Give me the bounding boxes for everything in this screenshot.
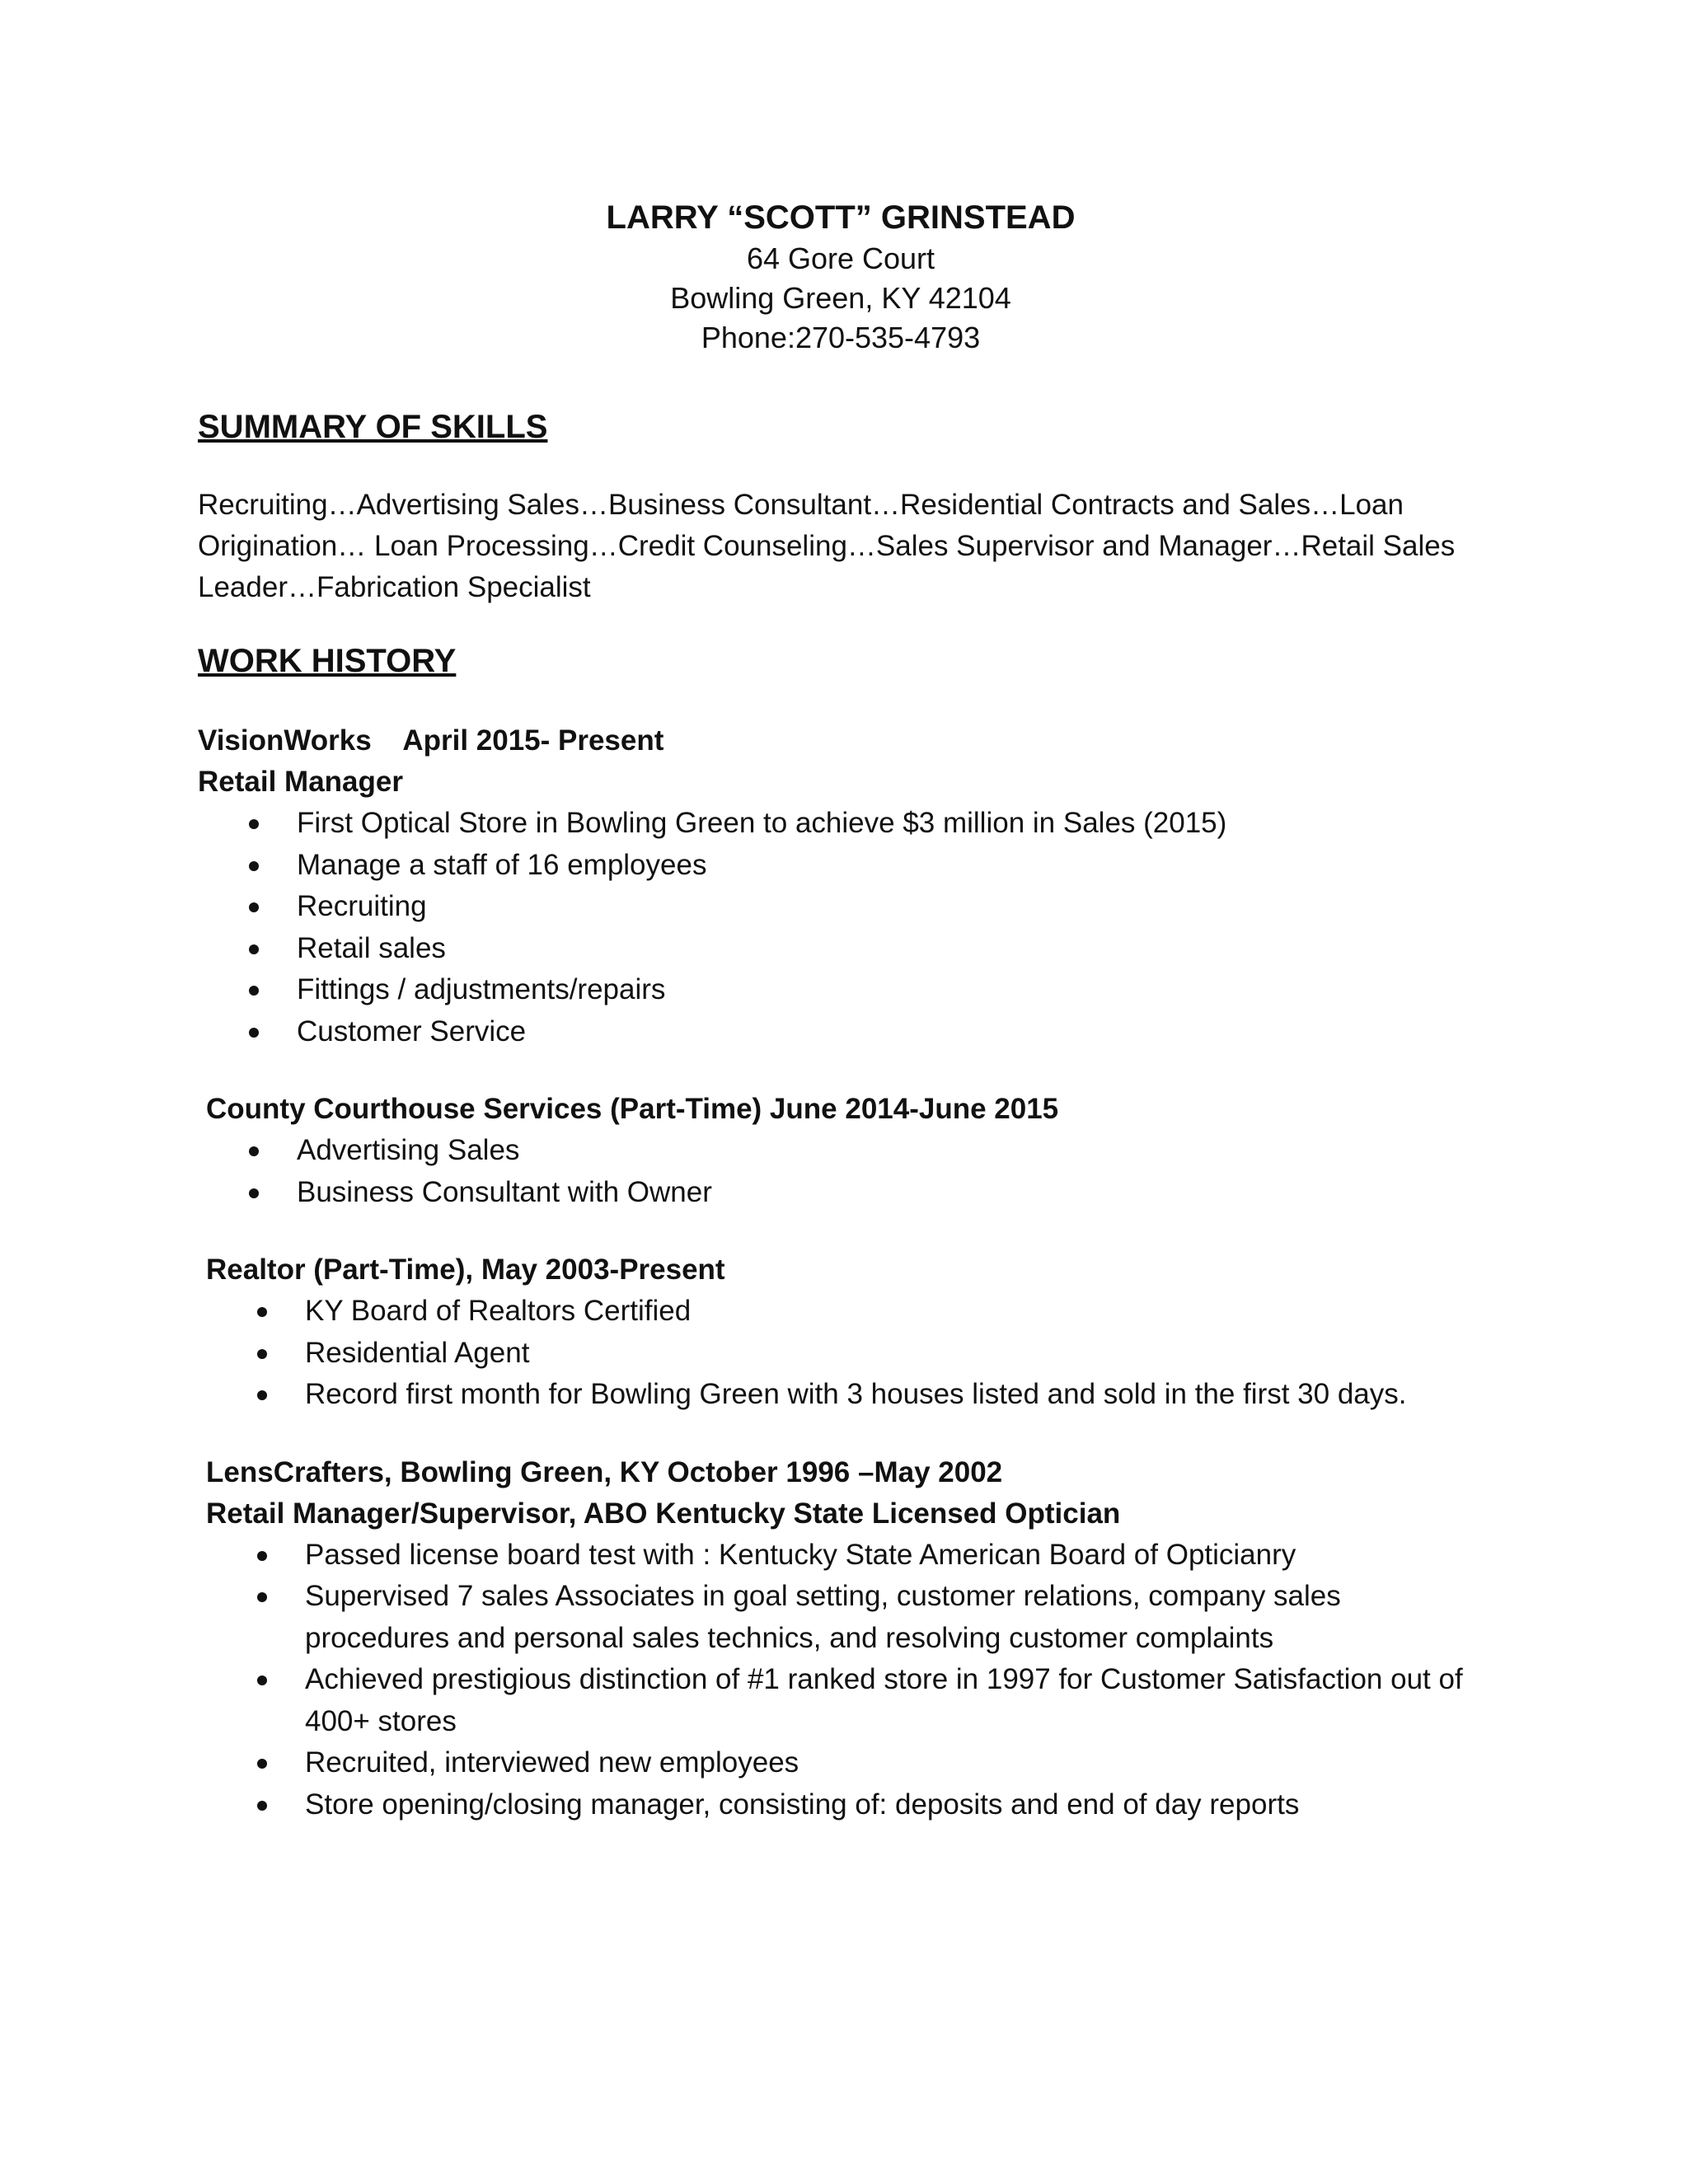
phone-number: Phone:270-535-4793: [701, 321, 981, 354]
summary-line: Origination… Loan Processing…Credit Counseling…Sales Supervisor and Manager…Retail Sales: [198, 530, 1456, 562]
list-item: [198, 1130, 1484, 1172]
summary-line: Leader…Fabrication Specialist: [198, 571, 591, 603]
list-item: [198, 1011, 1484, 1053]
list-item: [198, 886, 1484, 928]
bullet-text: Recruiting: [297, 890, 427, 922]
summary-paragraph: [198, 485, 1484, 608]
bullet-icon: [257, 1390, 267, 1400]
resume-content: [198, 196, 1484, 1825]
list-item: [198, 1784, 1550, 1826]
address-line-1: 64 Gore Court: [746, 241, 935, 275]
list-item: [198, 1291, 1484, 1333]
job-heading: Realtor (Part-Time), May 2003-Present: [206, 1254, 725, 1286]
bullet-text: Passed license board test with : Kentucky State American Board of Opticianry: [305, 1538, 1296, 1571]
address-line-2: Bowling Green, KY 42104: [670, 281, 1011, 315]
list-item: [198, 1535, 1550, 1577]
job-visionworks: [198, 720, 1484, 1052]
bullet-icon: [257, 1801, 267, 1811]
bullet-icon: [249, 1146, 259, 1156]
list-item: [198, 928, 1484, 970]
bullet-text: Fittings / adjustments/repairs: [297, 973, 666, 1005]
list-item: [198, 803, 1484, 845]
job-heading: County Courthouse Services (Part-Time) June 2014-June 2015: [206, 1093, 1059, 1125]
job-county-courthouse: [206, 1089, 1484, 1213]
bullet-text: Business Consultant with Owner: [297, 1175, 712, 1208]
job-title: Retail Manager/Supervisor, ABO Kentucky State Licensed Optician: [206, 1497, 1121, 1530]
bullet-icon: [249, 902, 259, 912]
bullet-icon: [257, 1592, 267, 1602]
summary-line: Recruiting…Advertising Sales…Business Consultant…Residential Contracts and Sales…Loan: [198, 489, 1404, 521]
bullet-text: Customer Service: [297, 1015, 527, 1047]
bullet-text: Retail sales: [297, 931, 446, 964]
bullet-text: First Optical Store in Bowling Green to achieve $3 million in Sales (2015): [297, 807, 1227, 839]
bullet-text: Recruited, interviewed new employees: [305, 1746, 799, 1779]
job-bullet-list: [198, 1535, 1550, 1826]
list-item: [198, 1659, 1550, 1742]
list-item: [198, 1576, 1550, 1659]
bullet-text: Supervised 7 sales Associates in goal setting, customer relations, company sales procedures and personal sales technics, and resolving customer complaints: [305, 1580, 1341, 1654]
bullet-icon: [257, 1307, 267, 1317]
bullet-text: Record first month for Bowling Green with 3 houses listed and sold in the first 30 days.: [305, 1378, 1407, 1410]
bullet-icon: [257, 1675, 267, 1685]
bullet-icon: [257, 1551, 267, 1561]
job-realtor: [206, 1249, 1484, 1416]
resume-header: [198, 196, 1484, 358]
job-heading: VisionWorks April 2015- Present: [198, 724, 664, 757]
job-heading: LensCrafters, Bowling Green, KY October 1996 –May 2002: [206, 1455, 1003, 1488]
bullet-text: Store opening/closing manager, consisting of: deposits and end of day reports: [305, 1788, 1300, 1821]
bullet-icon: [257, 1759, 267, 1769]
work-history-title: WORK HISTORY: [198, 643, 457, 679]
bullet-icon: [249, 986, 259, 996]
bullet-text: Manage a staff of 16 employees: [297, 848, 707, 881]
bullet-icon: [249, 944, 259, 954]
job-lenscrafters: [206, 1452, 1484, 1826]
bullet-icon: [249, 1188, 259, 1198]
bullet-icon: [257, 1349, 267, 1359]
bullet-text: Advertising Sales: [297, 1134, 520, 1166]
job-bullet-list: [198, 1291, 1484, 1416]
bullet-icon: [249, 1028, 259, 1038]
list-item: [198, 1742, 1550, 1784]
list-item: [198, 1374, 1484, 1416]
list-item: [198, 1333, 1484, 1375]
list-item: [198, 845, 1484, 887]
bullet-text: Achieved prestigious distinction of #1 ranked store in 1997 for Customer Satisfaction out of 400+ stores: [305, 1663, 1463, 1737]
job-bullet-list: [198, 1130, 1484, 1213]
summary-title: SUMMARY OF SKILLS: [198, 409, 548, 445]
job-title: Retail Manager: [198, 766, 403, 798]
bullet-icon: [249, 819, 259, 829]
bullet-text: Residential Agent: [305, 1336, 530, 1369]
list-item: [198, 1172, 1484, 1214]
bullet-icon: [249, 861, 259, 871]
list-item: [198, 969, 1484, 1011]
candidate-name: LARRY “SCOTT” GRINSTEAD: [606, 199, 1076, 236]
bullet-text: KY Board of Realtors Certified: [305, 1295, 692, 1327]
job-bullet-list: [198, 803, 1484, 1052]
